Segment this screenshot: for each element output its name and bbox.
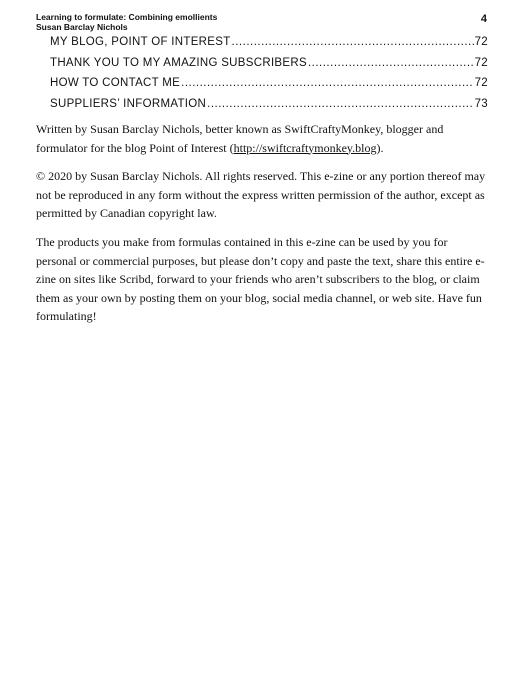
author-paragraph [36,120,488,157]
toc-entry-page: 72 [474,56,488,69]
toc-leader-dots [308,57,474,69]
toc-entry-subscribers[interactable] [50,57,488,78]
usage-paragraph: The products you make from formulas contained in this e-zine can be used by you for personal or commercial purposes, but please don’t copy and paste the text, share this entire e-zine on sites like Scribd, forward to your friends who aren’t subscribers to the blog, or claim them as your own by posting them on your blog, social media channel, or web site. Have fun formulating! [36,234,485,324]
toc-entry-label: SUPPLIERS’ INFORMATION [50,97,207,110]
toc-entry-blog[interactable] [50,36,488,57]
toc-entry-page: 72 [474,77,488,89]
toc-leader-dots [181,77,473,89]
page-number: 4 [480,13,487,25]
author-text: Written by Susan Barclay Nichols, better known as SwiftCraftyMonkey, blogger and formulator for the blog Point of Interest ( [36,122,444,155]
blog-link[interactable]: http://swiftcraftymonkey.blog [233,140,377,155]
toc-entry-page: 73 [474,97,488,110]
table-of-contents [50,36,488,118]
copyright-paragraph: © 2020 by Susan Barclay Nichols. All rights reserved. This e-zine or any portion thereof may not be reproduced in any form without the express written permission of the author, except as permitted by Canadian copyright law. [36,169,486,221]
toc-entry-suppliers[interactable] [50,98,488,119]
body-text [36,120,488,336]
page-header [36,12,488,32]
toc-entry-contact[interactable] [50,77,488,98]
document-title: Learning to formulate: Combining emollients [36,12,218,22]
toc-entry-label: THANK YOU TO MY AMAZING SUBSCRIBERS [50,56,307,69]
toc-leader-dots [207,98,473,110]
document-author: Susan Barclay Nichols [36,22,128,32]
toc-entry-label: MY BLOG, POINT OF INTEREST [50,36,231,48]
toc-entry-page: 72 [474,36,488,48]
author-text-end: ). [376,140,384,155]
toc-entry-label: HOW TO CONTACT ME [50,77,181,89]
toc-leader-dots [232,36,474,48]
